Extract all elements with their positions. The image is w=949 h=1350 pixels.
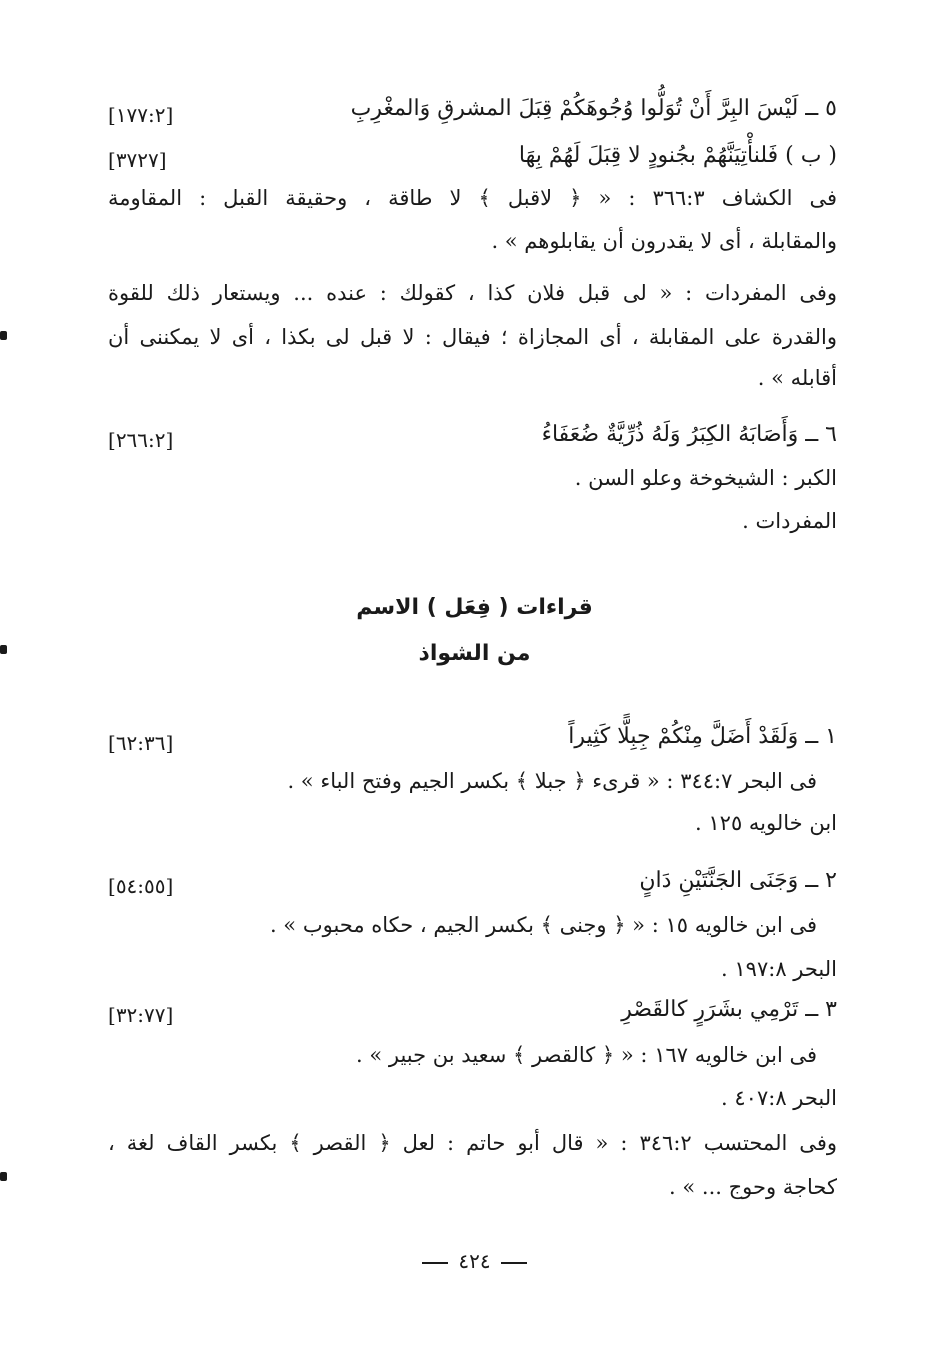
scan-edge-mark (0, 645, 7, 654)
reading-verse-3: ٣ ــ تَرْمِي بشَرَرٍ كالقَصْرِ (621, 997, 837, 1022)
reading-3-note-2: البحر ٤٠٧:٨ . (721, 1086, 837, 1110)
reading-2-note-2: البحر ١٩٧:٨ . (721, 957, 837, 981)
mufradat-line-2: والقدرة على المقابلة ، أى المجازاة ؛ فيقال : لا قبل لى بكذا ، أى لا يمكننى أن (108, 325, 837, 349)
page-number-dash-left (422, 1262, 448, 1264)
scan-edge-mark (0, 331, 7, 340)
kashshaf-line-2: والمقابلة ، أى لا يقدرون أن يقابلوهم » . (491, 229, 837, 253)
verse-reference-5b: [٣٧٢٧] (108, 148, 167, 172)
reading-reference-1: [٦٢:٣٦] (108, 731, 174, 755)
verse-line-5b: ( ب ) فَلنأْتِيَنَّهُمْ بجُنودٍ لا قِبَلَ لَهُمْ بِهَا (518, 143, 837, 168)
reading-verse-2: ٢ ــ وَجَنَى الجَنَّتَيْنِ دَانٍ (639, 868, 837, 893)
reading-reference-2: [٥٤:٥٥] (108, 874, 174, 898)
verse-line-5: ٥ ــ لَيْسَ البِرَّ أَنْ تُوَلُّوا وُجُوهَكُمْ قِبَلَ المشرقِ وَالمغْرِبِ (350, 96, 837, 121)
reading-reference-3: [٣٢:٧٧] (108, 1003, 174, 1027)
scan-edge-mark (0, 1172, 7, 1181)
page-number (0, 1246, 949, 1276)
reading-verse-1: ١ ــ وَلَقَدْ أَضَلَّ مِنْكُمْ جِبِلًّا كَثِيراً (568, 724, 837, 749)
page-number-value: ٤٢٤ (458, 1249, 491, 1273)
kashshaf-line-1: فى الكشاف ٣٦٦:٣ : « ﴿ لاقبل ﴾ لا طاقة ، وحقيقة القبل : المقاومة (108, 186, 837, 210)
reading-3-note-4: كحاجة وحوج ... » . (669, 1175, 837, 1199)
kibar-definition: الكبر : الشيخوخة وعلو السن . (574, 466, 837, 490)
section-heading: قراءات ( فِعَل ) الاسم (356, 595, 593, 620)
reading-3-note-1: فى ابن خالويه ١٦٧ : « ﴿ كالقصر ﴾ سعيد بن جبير » . (356, 1043, 817, 1067)
reading-3-note-3: وفى المحتسب ٣٤٦:٢ : « قال أبو حاتم : لعل ﴿ القصر ﴾ بكسر القاف لغة ، (108, 1131, 837, 1155)
reading-1-note-1: فى البحر ٣٤٤:٧ : « قرىء ﴿ جبلا ﴾ بكسر الجيم وفتح الباء » . (287, 769, 817, 793)
section-subheading: من الشواذ (418, 641, 531, 666)
mufradat-line-3: أقابله » . (757, 366, 837, 390)
verse-reference-5: [١٧٧:٢] (108, 103, 174, 127)
page-number-dash-right (501, 1262, 527, 1264)
verse-line-6: ٦ ــ وَأَصَابَهُ الكِبَرُ وَلَهُ ذُرِّيَّةٌ ضُعَفَاءُ (541, 422, 837, 447)
kibar-source: المفردات . (742, 509, 837, 533)
verse-reference-6: [٢٦٦:٢] (108, 428, 174, 452)
reading-2-note-1: فى ابن خالويه ١٥ : « ﴿ وجنى ﴾ بكسر الجيم ، حكاه محبوب » . (269, 913, 817, 937)
reading-1-note-2: ابن خالويه ١٢٥ . (695, 811, 837, 835)
mufradat-line-1: وفى المفردات : « لى قبل فلان كذا ، كقولك : عنده ... ويستعار ذلك للقوة (108, 281, 837, 305)
